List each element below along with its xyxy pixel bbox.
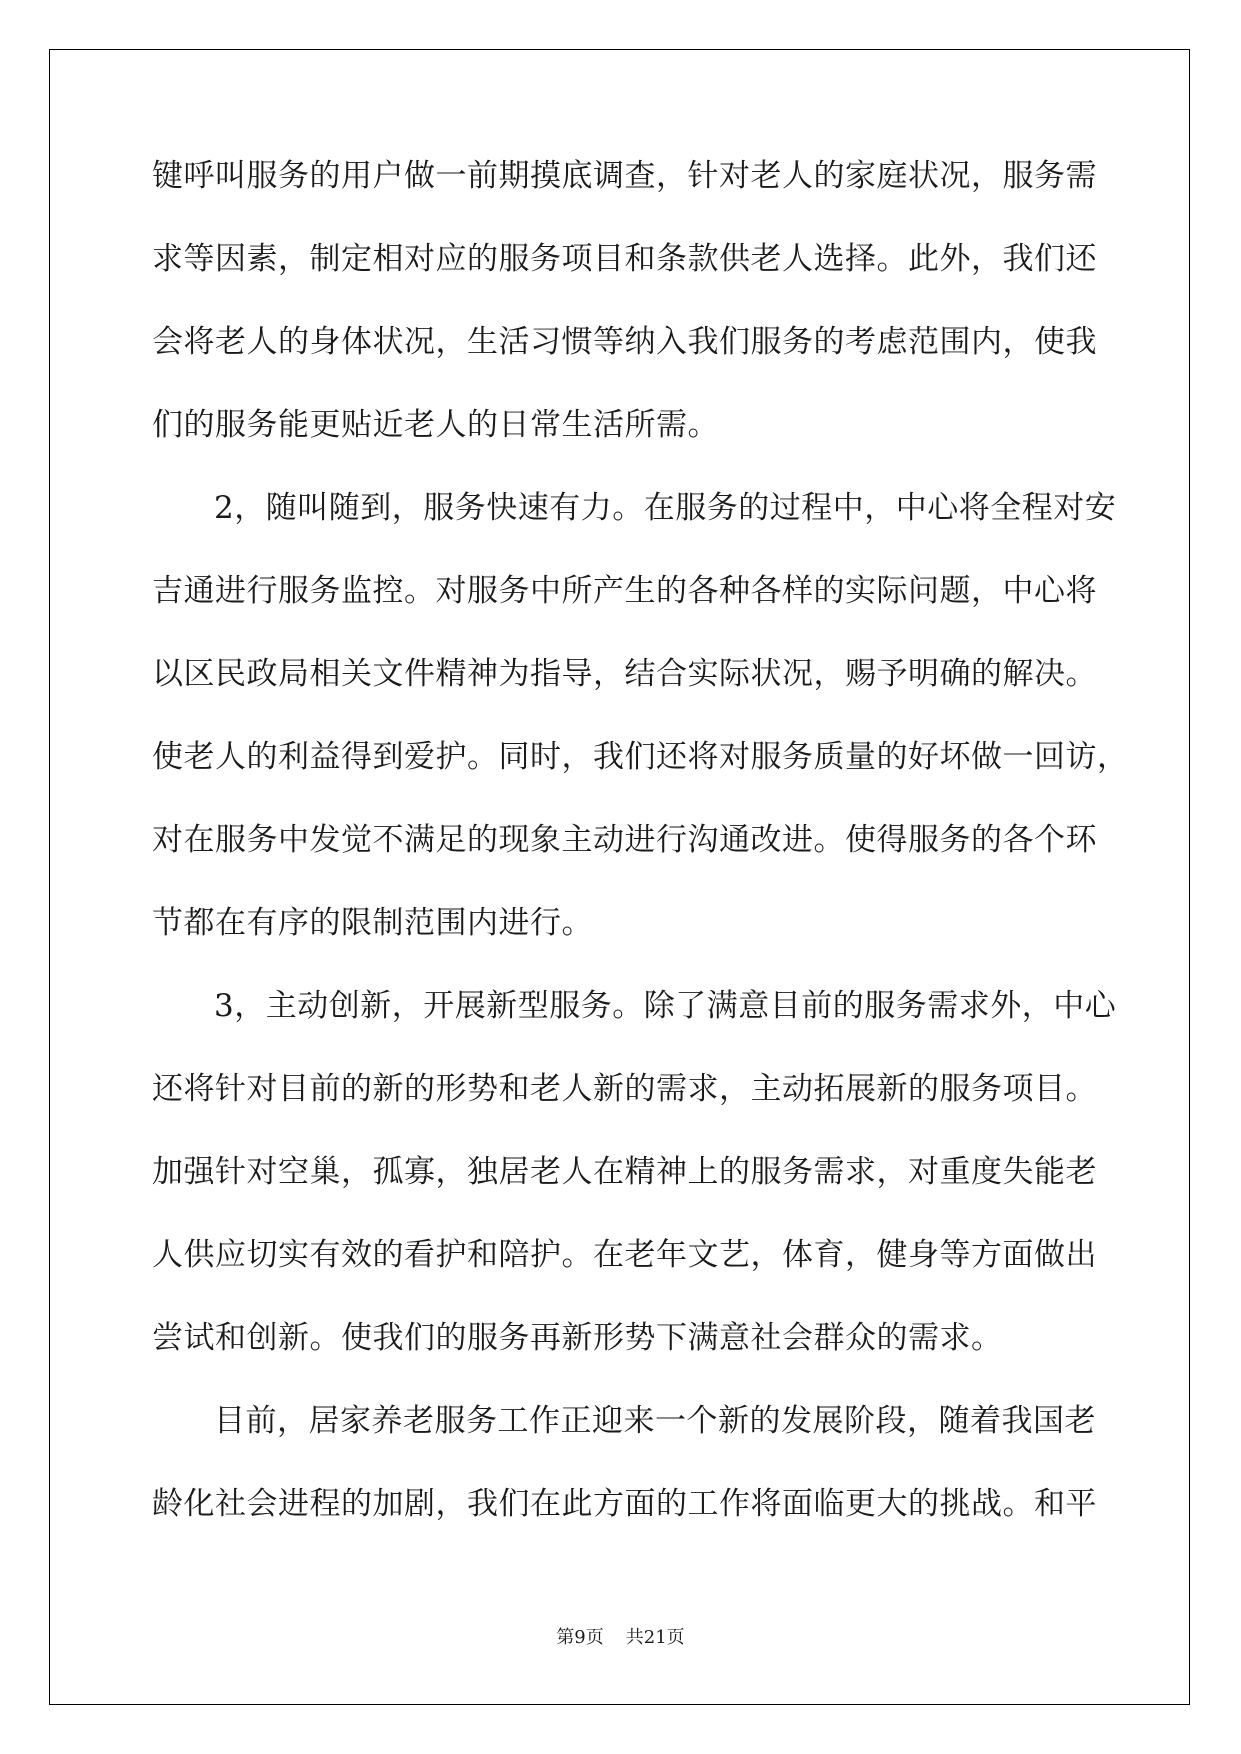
text-line: 使老人的利益得到爱护。同时，我们还将对服务质量的好坏做一回访， [152,739,1129,775]
text-line: 人供应切实有效的看护和陪护。在老年文艺，体育，健身等方面做出 [152,1237,1097,1273]
page-total: 共21页 [625,1627,685,1648]
text-line: 对在服务中发觉不满足的现象主动进行沟通改进。使得服务的各个环 [152,822,1097,858]
text-line: 求等因素，制定相对应的服务项目和条款供老人选择。此外，我们还 [152,241,1097,277]
text-line: 吉通进行服务监控。对服务中所产生的各种各样的实际问题，中心将 [152,573,1097,609]
text-line: 以区民政局相关文件精神为指导，结合实际状况，赐予明确的解决。 [152,656,1097,692]
text-line: 目前，居家养老服务工作正迎来一个新的发展阶段，随着我国老 [214,1403,1096,1439]
text-line: 节都在有序的限制范围内进行。 [152,905,593,941]
document-body [152,155,1129,1566]
text-line: 尝试和创新。使我们的服务再新形势下满意社会群众的需求。 [152,1320,1003,1356]
text-line: 还将针对目前的新的形势和老人新的需求，主动拓展新的服务项目。 [152,1071,1097,1107]
page-number: 第9页 [556,1627,604,1648]
text-line: 们的服务能更贴近老人的日常生活所需。 [152,407,719,443]
text-line: 会将老人的身体状况，生活习惯等纳入我们服务的考虑范围内，使我 [152,324,1097,360]
text-line: 2，随叫随到，服务快速有力。在服务的过程中，中心将全程对安 [214,490,1117,526]
text-line: 3，主动创新，开展新型服务。除了满意目前的服务需求外，中心 [214,988,1117,1024]
text-line: 键呼叫服务的用户做一前期摸底调查，针对老人的家庭状况，服务需 [152,158,1097,194]
text-line: 加强针对空巢，孤寡，独居老人在精神上的服务需求，对重度失能老 [152,1154,1097,1190]
page-footer [0,1623,1241,1649]
text-line: 龄化社会进程的加剧，我们在此方面的工作将面临更大的挑战。和平 [152,1486,1097,1522]
